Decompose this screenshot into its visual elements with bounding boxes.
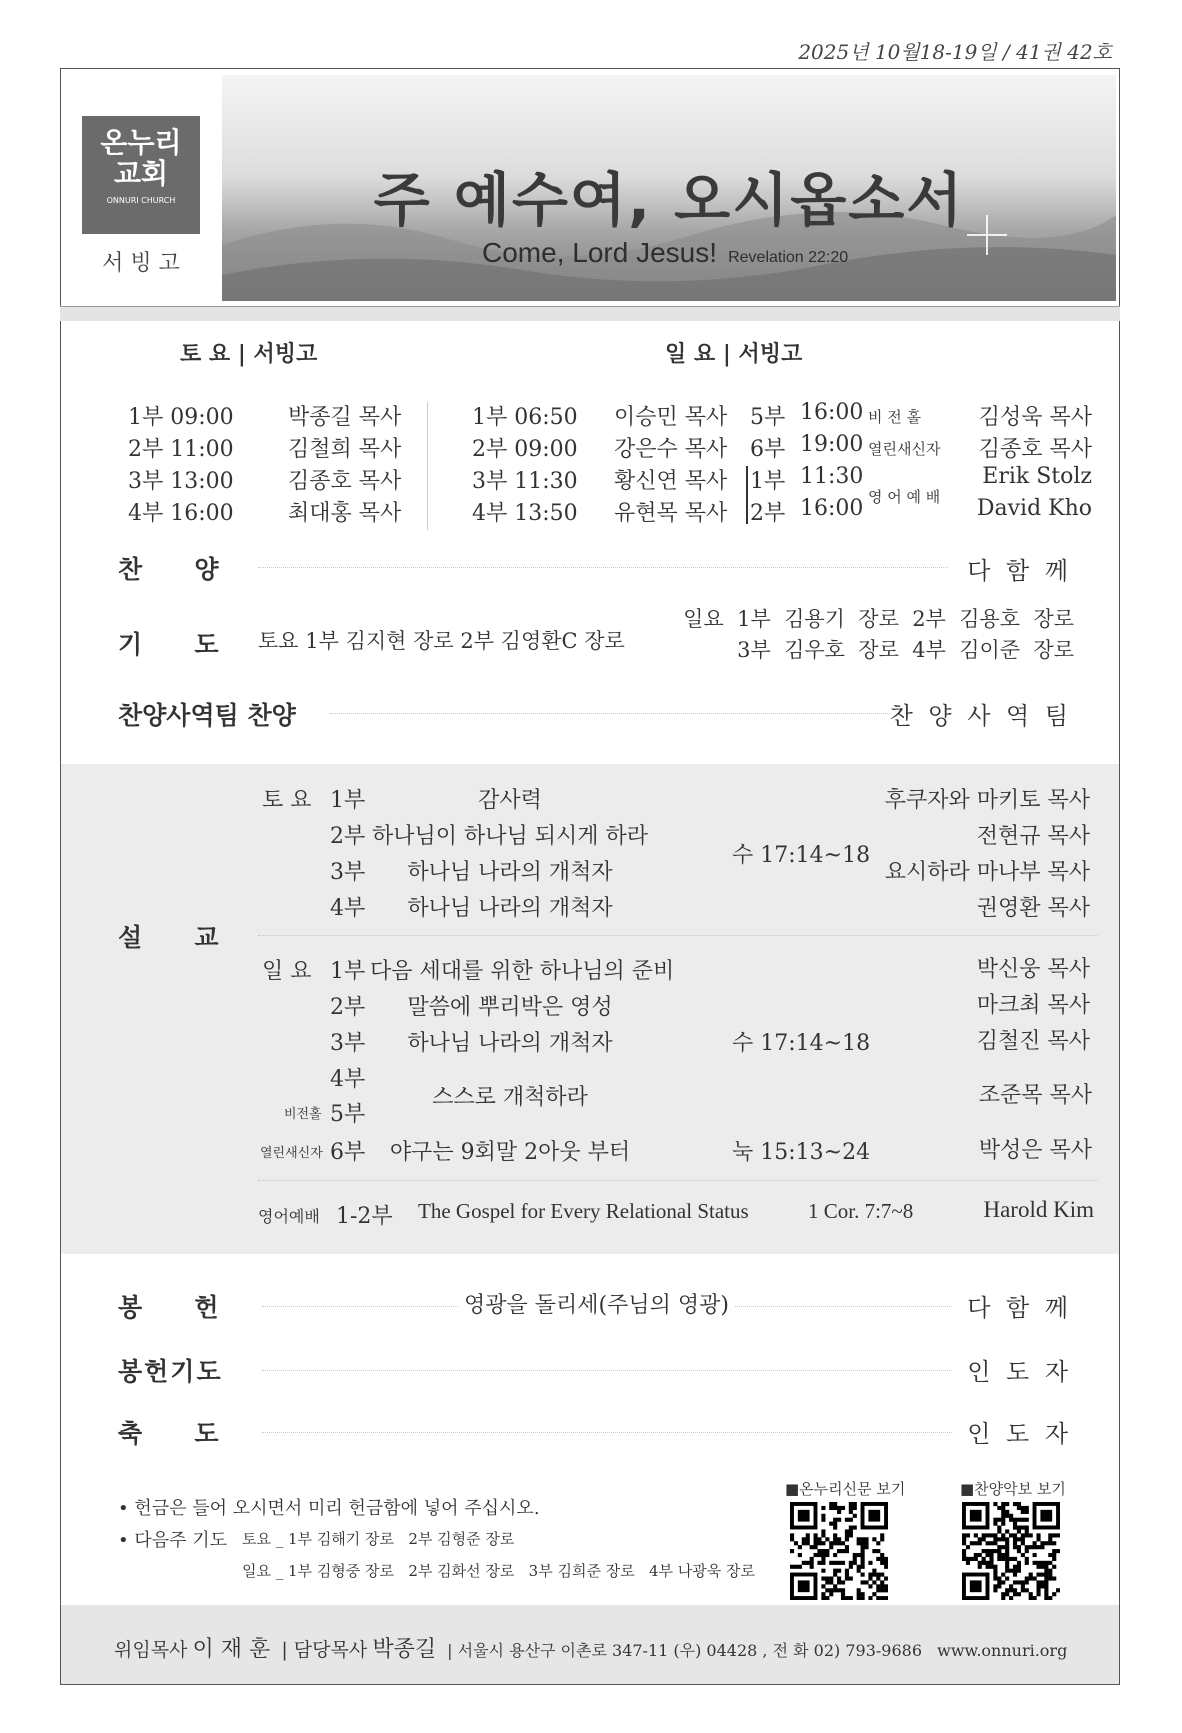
sermon-english-pastor: Harold Kim	[983, 1197, 1094, 1222]
sermon-session: 1부	[330, 959, 366, 984]
extra-pastor: David Kho	[976, 496, 1092, 521]
pastor-name: 박종길	[372, 1637, 437, 1662]
logo-english: ONNURI CHURCH	[106, 196, 176, 205]
sermon-saturday-list	[330, 783, 1090, 927]
offering-prayer-leader	[262, 1370, 952, 1371]
service-pastor: 이승민 목사	[614, 405, 728, 430]
service-row	[128, 496, 418, 528]
extra-pastor: 김성욱 목사	[978, 405, 1092, 430]
sermon-scripture-6: 눅 15:13~24	[732, 1140, 871, 1165]
church-address: | 서울시 용산구 이촌로 347-11 (우) 04428 , 전 화 02) 793-9686	[447, 1641, 923, 1660]
notice-prayer-sunday: 일요 _ 1부 김형중 장로 2부 김화선 장로 3부 김희준 장로 4부 나광욱 장로	[242, 1562, 756, 1580]
extra-session: 1부	[750, 469, 786, 494]
sermon-pastor: 요시하라 마나부 목사	[884, 860, 1090, 885]
offering-label: 봉 헌	[118, 1293, 219, 1322]
header-divider	[60, 306, 1120, 321]
extra-time: 11:30	[800, 464, 864, 489]
extra-note: 비 전 홀	[868, 408, 922, 426]
sermon-session: 1부	[330, 788, 366, 813]
choir-label: 찬양사역팀 찬양	[118, 701, 296, 730]
sermon-title: 다음 세대를 위한 하나님의 준비	[370, 959, 675, 984]
extra-time: 16:00	[800, 400, 864, 425]
column-divider	[427, 402, 428, 530]
service-time: 4부 16:00	[128, 501, 234, 526]
extra-time: 19:00	[800, 432, 864, 457]
sermon-english-scripture: 1 Cor. 7:7~8	[808, 1199, 914, 1223]
offering-right: 다 함 께	[967, 1294, 1072, 1322]
service-time: 1부 06:50	[472, 405, 578, 430]
offering-prayer-right: 인 도 자	[967, 1358, 1072, 1386]
service-row	[472, 432, 732, 464]
praise-label: 찬 양	[118, 555, 219, 584]
sermon-title-45: 스스로 개척하라	[432, 1085, 588, 1110]
saturday-header: 토 요 | 서빙고	[180, 341, 318, 367]
sermon-title: 감사력	[478, 788, 542, 813]
church-url[interactable]: www.onnuri.org	[937, 1641, 1068, 1660]
sermon-session: 2부	[330, 824, 366, 849]
service-row	[128, 432, 418, 464]
sermon-pastor: 김철진 목사	[976, 1029, 1090, 1054]
sermon-row	[330, 1026, 1090, 1062]
sermon-sunday-label: 일 요	[262, 959, 312, 984]
sermon-row	[330, 990, 1090, 1026]
praise-right: 다 함 께	[967, 557, 1072, 585]
sermon-title: 하나님이 하나님 되시게 하라	[371, 824, 648, 849]
sermon-session: 3부	[330, 1031, 366, 1056]
service-time: 1부 09:00	[128, 405, 234, 430]
sermon-saturday-scripture: 수 17:14~18	[732, 843, 871, 868]
benediction-right: 인 도 자	[967, 1420, 1072, 1448]
church-logo	[82, 116, 200, 234]
banner-verse: Revelation 22:20	[728, 249, 849, 266]
sermon-row	[330, 783, 1090, 819]
pastor-label: | 담당목사	[281, 1639, 368, 1661]
service-row	[472, 496, 732, 528]
sermon-row	[330, 954, 1090, 990]
sunday-header: 일 요 | 서빙고	[665, 341, 803, 367]
prayer-saturday: 토요 1부 김지현 장로 2부 김영환C 장로	[258, 629, 625, 653]
sermon-english-session: 1-2부	[336, 1204, 393, 1229]
sermon-title-6: 야구는 9회말 2아웃 부터	[389, 1140, 631, 1165]
sermon-title: 하나님 나라의 개척자	[407, 860, 613, 885]
issue-date: 2025년 10월18-19일 / 41권 42호	[798, 40, 1112, 64]
star-sparkle-icon	[967, 215, 1007, 255]
service-row	[128, 464, 418, 496]
sermon-row	[330, 819, 1090, 855]
logo-line2: 교회	[113, 157, 169, 190]
sermon-session-5: 5부	[330, 1102, 366, 1127]
sermon-pastor: 후쿠자와 마키토 목사	[884, 788, 1090, 813]
banner-subtitle-row	[482, 237, 848, 269]
service-pastor: 황신연 목사	[614, 469, 728, 494]
sermon-saturday-label: 토 요	[262, 788, 312, 813]
qr-code-score[interactable]	[962, 1502, 1060, 1600]
benediction-label: 축 도	[118, 1419, 219, 1448]
sermon-pastor-45: 조준목 목사	[978, 1083, 1092, 1108]
qr-score-label: ■찬양악보 보기	[960, 1480, 1066, 1498]
footer-line	[114, 1632, 1067, 1663]
sunday-extra-services	[750, 400, 1100, 530]
sunday-services	[472, 400, 732, 528]
sermon-title: 말씀에 뿌리박은 영성	[407, 995, 613, 1020]
service-pastor: 유현목 목사	[614, 501, 728, 526]
service-time: 2부 09:00	[472, 437, 578, 462]
service-time: 4부 13:50	[472, 501, 578, 526]
qr-code-newspaper[interactable]	[790, 1502, 888, 1600]
banner	[222, 75, 1116, 301]
offering-hymn: 영광을 돌리세(주님의 영광)	[458, 1288, 735, 1319]
banner-subtitle: Come, Lord Jesus!	[482, 237, 717, 268]
service-row	[472, 400, 732, 432]
sermon-divider	[258, 1180, 1098, 1181]
service-pastor: 김철희 목사	[288, 437, 402, 462]
sermon-session: 3부	[330, 860, 366, 885]
extra-pastor: Erik Stolz	[982, 464, 1092, 489]
banner-title: 주 예수여, 오시옵소서	[373, 166, 965, 234]
qr-newspaper-label: ■온누리신문 보기	[785, 1480, 906, 1498]
prayer-sunday-line1: 일요 1부 김용기 장로 2부 김용호 장로	[683, 607, 1074, 631]
sermon-english-title: The Gospel for Every Relational Status	[418, 1199, 749, 1223]
notice-prayer-label: • 다음주 기도	[118, 1530, 228, 1551]
sermon-pastor: 박신웅 목사	[976, 957, 1090, 982]
sermon-note-newcomer: 열린새신자	[260, 1146, 323, 1161]
sermon-session-4: 4부	[330, 1067, 366, 1092]
senior-pastor-label: 위임목사	[114, 1639, 188, 1661]
sermon-pastor: 마크최 목사	[976, 993, 1090, 1018]
service-pastor: 최대홍 목사	[288, 501, 402, 526]
logo-line1: 온누리	[100, 126, 182, 159]
notice-prayer-saturday: 토요 _ 1부 김해기 장로 2부 김형준 장로	[242, 1530, 515, 1548]
sermon-note-vision: 비전홀	[284, 1107, 322, 1122]
sermon-row	[330, 891, 1090, 927]
sermon-label: 설 교	[118, 923, 219, 952]
service-pastor: 박종길 목사	[288, 405, 402, 430]
benediction-leader	[262, 1432, 952, 1433]
offering-prayer-label: 봉헌기도	[118, 1357, 223, 1386]
choir-right: 찬 양 사 역 팀	[889, 702, 1072, 730]
service-pastor: 강은수 목사	[614, 437, 728, 462]
choir-leader	[330, 713, 890, 714]
service-time: 3부 11:30	[472, 469, 578, 494]
sermon-sunday-list	[330, 954, 1090, 1062]
extra-session: 2부	[750, 501, 786, 526]
extra-session: 5부	[750, 405, 786, 430]
service-row	[128, 400, 418, 432]
sermon-pastor-6: 박성은 목사	[978, 1138, 1092, 1163]
location-label: 서 빙 고	[102, 251, 180, 276]
prayer-sunday-line2: 3부 김우호 장로 4부 김이준 장로	[737, 638, 1074, 662]
sermon-divider	[258, 935, 1098, 936]
sermon-row	[330, 855, 1090, 891]
service-row	[472, 464, 732, 496]
sermon-session: 2부	[330, 995, 366, 1020]
service-time: 2부 11:00	[128, 437, 234, 462]
sermon-pastor: 전현규 목사	[976, 824, 1090, 849]
extra-time: 16:00	[800, 496, 864, 521]
service-pastor: 김종호 목사	[288, 469, 402, 494]
extra-note: 영 어 예 배	[868, 488, 941, 506]
sermon-session-6: 6부	[330, 1140, 366, 1165]
sermon-sunday-scripture: 수 17:14~18	[732, 1031, 871, 1056]
service-time: 3부 13:00	[128, 469, 234, 494]
sermon-session: 4부	[330, 896, 366, 921]
praise-leader	[258, 567, 948, 568]
english-bracket	[746, 466, 748, 524]
notice-offering: • 헌금은 들어 오시면서 미리 헌금함에 넣어 주십시오.	[118, 1498, 540, 1519]
senior-pastor-name: 이 재 훈	[192, 1637, 271, 1662]
saturday-services	[128, 400, 418, 528]
sermon-title: 하나님 나라의 개척자	[407, 1031, 613, 1056]
extra-pastor: 김종호 목사	[978, 437, 1092, 462]
sermon-english-label: 영어예배	[258, 1207, 320, 1226]
extra-note: 열린새신자	[868, 440, 941, 458]
prayer-label: 기 도	[118, 630, 219, 659]
extra-session: 6부	[750, 437, 786, 462]
sermon-title: 하나님 나라의 개척자	[407, 896, 613, 921]
sermon-pastor: 권영환 목사	[976, 896, 1090, 921]
